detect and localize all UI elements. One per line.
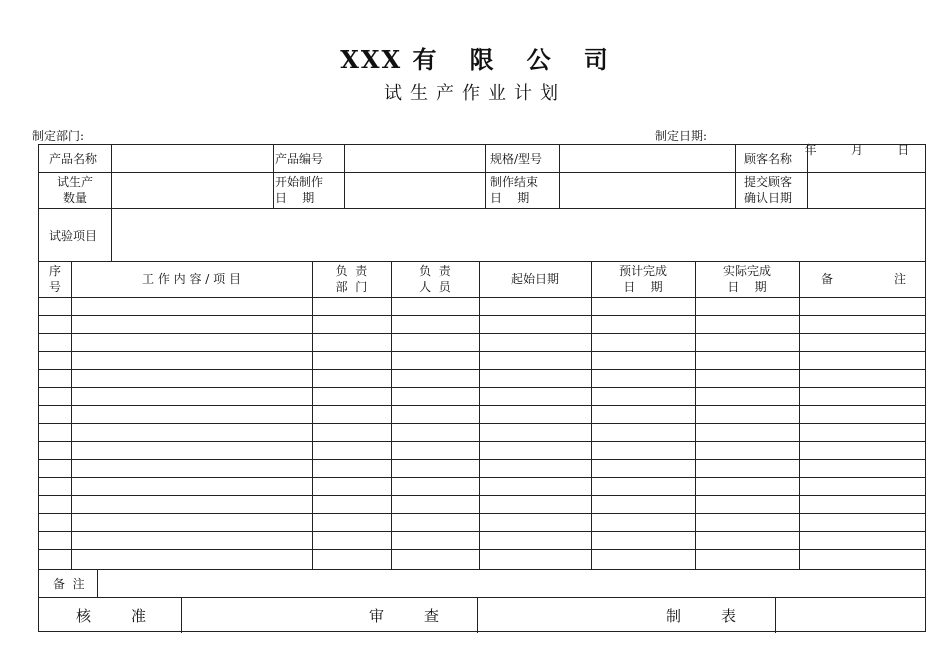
grid-vline bbox=[391, 261, 392, 569]
grid-hline bbox=[39, 405, 925, 406]
grid-hline bbox=[39, 441, 925, 442]
grid-vline bbox=[485, 145, 486, 208]
label-product-code: 产品编号 bbox=[275, 152, 324, 166]
footer-prepare-a: 制 bbox=[666, 607, 682, 625]
grid-hline bbox=[39, 369, 925, 370]
month-label: 月 bbox=[851, 143, 864, 157]
grid-vline bbox=[111, 208, 112, 261]
grid-vline bbox=[273, 145, 274, 208]
day-label: 日 bbox=[897, 143, 910, 157]
col-seq: 序 号 bbox=[48, 264, 61, 294]
label-product-name: 产品名称 bbox=[49, 152, 98, 166]
grid-vline bbox=[695, 261, 696, 569]
grid-hline bbox=[39, 315, 925, 316]
dept-label: 制定部门: bbox=[32, 129, 85, 143]
grid-hline bbox=[39, 569, 925, 570]
col-plan-end: 预计完成 日 期 bbox=[618, 264, 667, 294]
grid-hline bbox=[39, 597, 925, 598]
grid-hline bbox=[39, 549, 925, 550]
grid-vline bbox=[591, 261, 592, 569]
grid-hline bbox=[39, 208, 925, 209]
label-spec-model: 规格/型号 bbox=[490, 152, 543, 166]
footer-prepare-b: 表 bbox=[721, 607, 737, 625]
label-end-date: 制作结束 日 期 bbox=[490, 175, 539, 205]
grid-vline bbox=[735, 145, 736, 208]
label-test-items: 试验项目 bbox=[49, 229, 98, 243]
label-customer-name: 顾客名称 bbox=[744, 152, 793, 166]
grid-hline bbox=[39, 531, 925, 532]
footer-review-b: 查 bbox=[424, 607, 440, 625]
plan-form bbox=[38, 144, 926, 632]
grid-hline bbox=[39, 333, 925, 334]
company-title: XXX 有 限 公 司 bbox=[340, 45, 610, 74]
grid-hline bbox=[39, 297, 925, 298]
label-customer-confirm: 提交顾客 确认日期 bbox=[744, 175, 793, 205]
label-trial-qty: 试生产 数量 bbox=[56, 175, 93, 205]
footer-remark: 备 注 bbox=[53, 577, 85, 591]
col-dept: 负 责 部 门 bbox=[335, 264, 368, 294]
date-label: 制定日期: bbox=[655, 129, 708, 143]
col-remark-a: 备 bbox=[821, 272, 834, 286]
footer-review-a: 审 bbox=[369, 607, 385, 625]
document-title: 试生产作业计划 bbox=[384, 83, 566, 104]
grid-vline bbox=[775, 597, 776, 633]
grid-hline bbox=[39, 351, 925, 352]
col-person: 负 责 人 员 bbox=[419, 264, 451, 294]
grid-vline bbox=[559, 145, 560, 208]
col-actual-end: 实际完成 日 期 bbox=[722, 264, 771, 294]
grid-vline bbox=[477, 597, 478, 633]
grid-vline bbox=[807, 145, 808, 208]
grid-hline bbox=[39, 172, 925, 173]
label-start-date: 开始制作 日 期 bbox=[275, 175, 324, 205]
grid-vline bbox=[97, 569, 98, 597]
grid-vline bbox=[344, 145, 345, 208]
grid-vline bbox=[799, 261, 800, 569]
grid-hline bbox=[39, 459, 925, 460]
grid-vline bbox=[71, 261, 72, 569]
grid-hline bbox=[39, 423, 925, 424]
grid-hline bbox=[39, 495, 925, 496]
grid-hline bbox=[39, 387, 925, 388]
col-remark-b: 注 bbox=[894, 272, 907, 286]
col-start: 起始日期 bbox=[510, 272, 559, 286]
grid-hline bbox=[39, 261, 925, 262]
grid-hline bbox=[39, 513, 925, 514]
grid-vline bbox=[312, 261, 313, 569]
grid-vline bbox=[111, 145, 112, 208]
grid-hline bbox=[39, 477, 925, 478]
grid-vline bbox=[479, 261, 480, 569]
footer-approve-a: 核 bbox=[76, 607, 92, 625]
grid-vline bbox=[181, 597, 182, 633]
year-label: 年 bbox=[804, 143, 817, 157]
footer-approve-b: 准 bbox=[131, 607, 147, 625]
col-content: 工 作 内 容 / 项 目 bbox=[142, 272, 241, 286]
